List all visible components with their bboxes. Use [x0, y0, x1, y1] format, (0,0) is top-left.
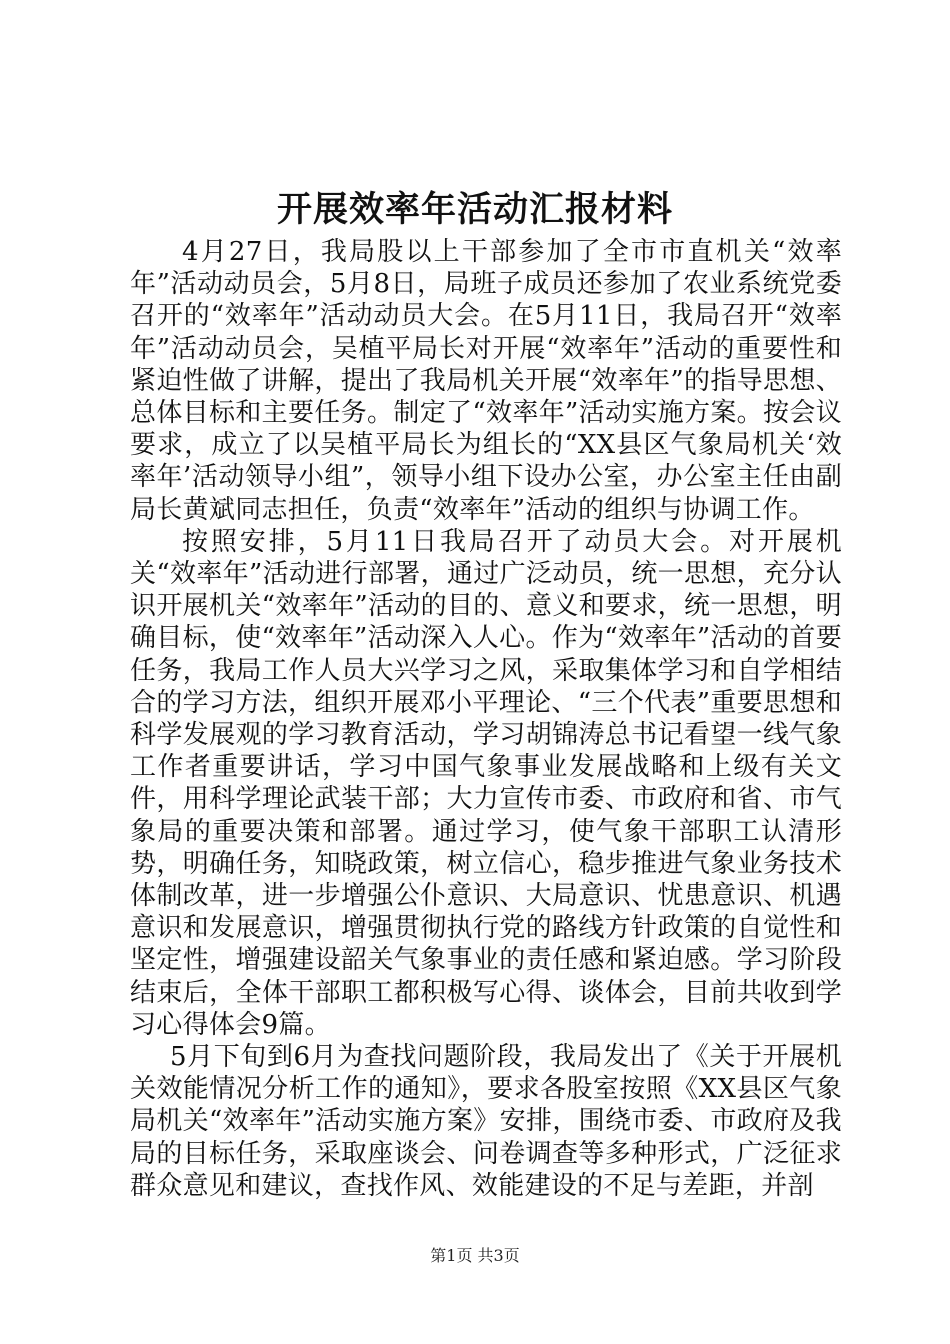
document-body	[130, 236, 842, 1202]
paragraph-1: 4月27日，我局股以上干部参加了全市市直机关“效率年”活动动员会，5月8日，局班子成员还参加了农业系统党委召开的“效率年”活动动员大会。在5月11日，我局召开“效率年”活动动员会，吴植平局长对开展“效率年”活动的重要性和紧迫性做了讲解，提出了我局机关开展“效率年”的指导思想、总体目标和主要任务。制定了“效率年”活动实施方案。按会议要求，成立了以吴植平局长为组长的“XX县区气象局机关‘效率年’活动领导小组”，领导小组下设办公室，办公室主任由副局长黄斌同志担任，负责“效率年”活动的组织与协调工作。	[130, 237, 842, 525]
page-footer: 第1页 共3页	[430, 1246, 520, 1265]
paragraph-2: 按照安排，5月11日我局召开了动员大会。对开展机关“效率年”活动进行部署，通过广泛动员，统一思想，充分认识开展机关“效率年”活动的目的、意义和要求，统一思想，明确目标，使“效率年”活动深入人心。作为“效率年”活动的首要任务，我局工作人员大兴学习之风，采取集体学习和自学相结合的学习方法，组织开展邓小平理论、“三个代表”重要思想和科学发展观的学习教育活动，学习胡锦涛总书记看望一线气象工作者重要讲话，学习中国气象事业发展战略和上级有关文件，用科学理论武装干部；大力宣传市委、市政府和省、市气象局的重要决策和部署。通过学习，使气象干部职工认清形势，明确任务，知晓政策，树立信心，稳步推进气象业务技术体制改革，进一步增强公仆意识、大局意识、忧患意识、机遇意识和发展意识，增强贯彻执行党的路线方针政策的自觉性和坚定性，增强建设韶关气象事业的责任感和紧迫感。学习阶段结束后，全体干部职工都积极写心得、谈体会，目前共收到学习心得体会9篇。	[130, 526, 843, 1040]
paragraph-3: 5月下旬到6月为查找问题阶段，我局发出了《关于开展机关效能情况分析工作的通知》，要求各股室按照《XX县区气象局机关“效率年”活动实施方案》安排，围绕市委、市政府及我局的目标任务，采取座谈会、问卷调查等多种形式，广泛征求群众意见和建议，查找作风、效能建设的不足与差距，并剖	[130, 1042, 842, 1201]
document-title: 开展效率年活动汇报材料	[276, 189, 673, 230]
